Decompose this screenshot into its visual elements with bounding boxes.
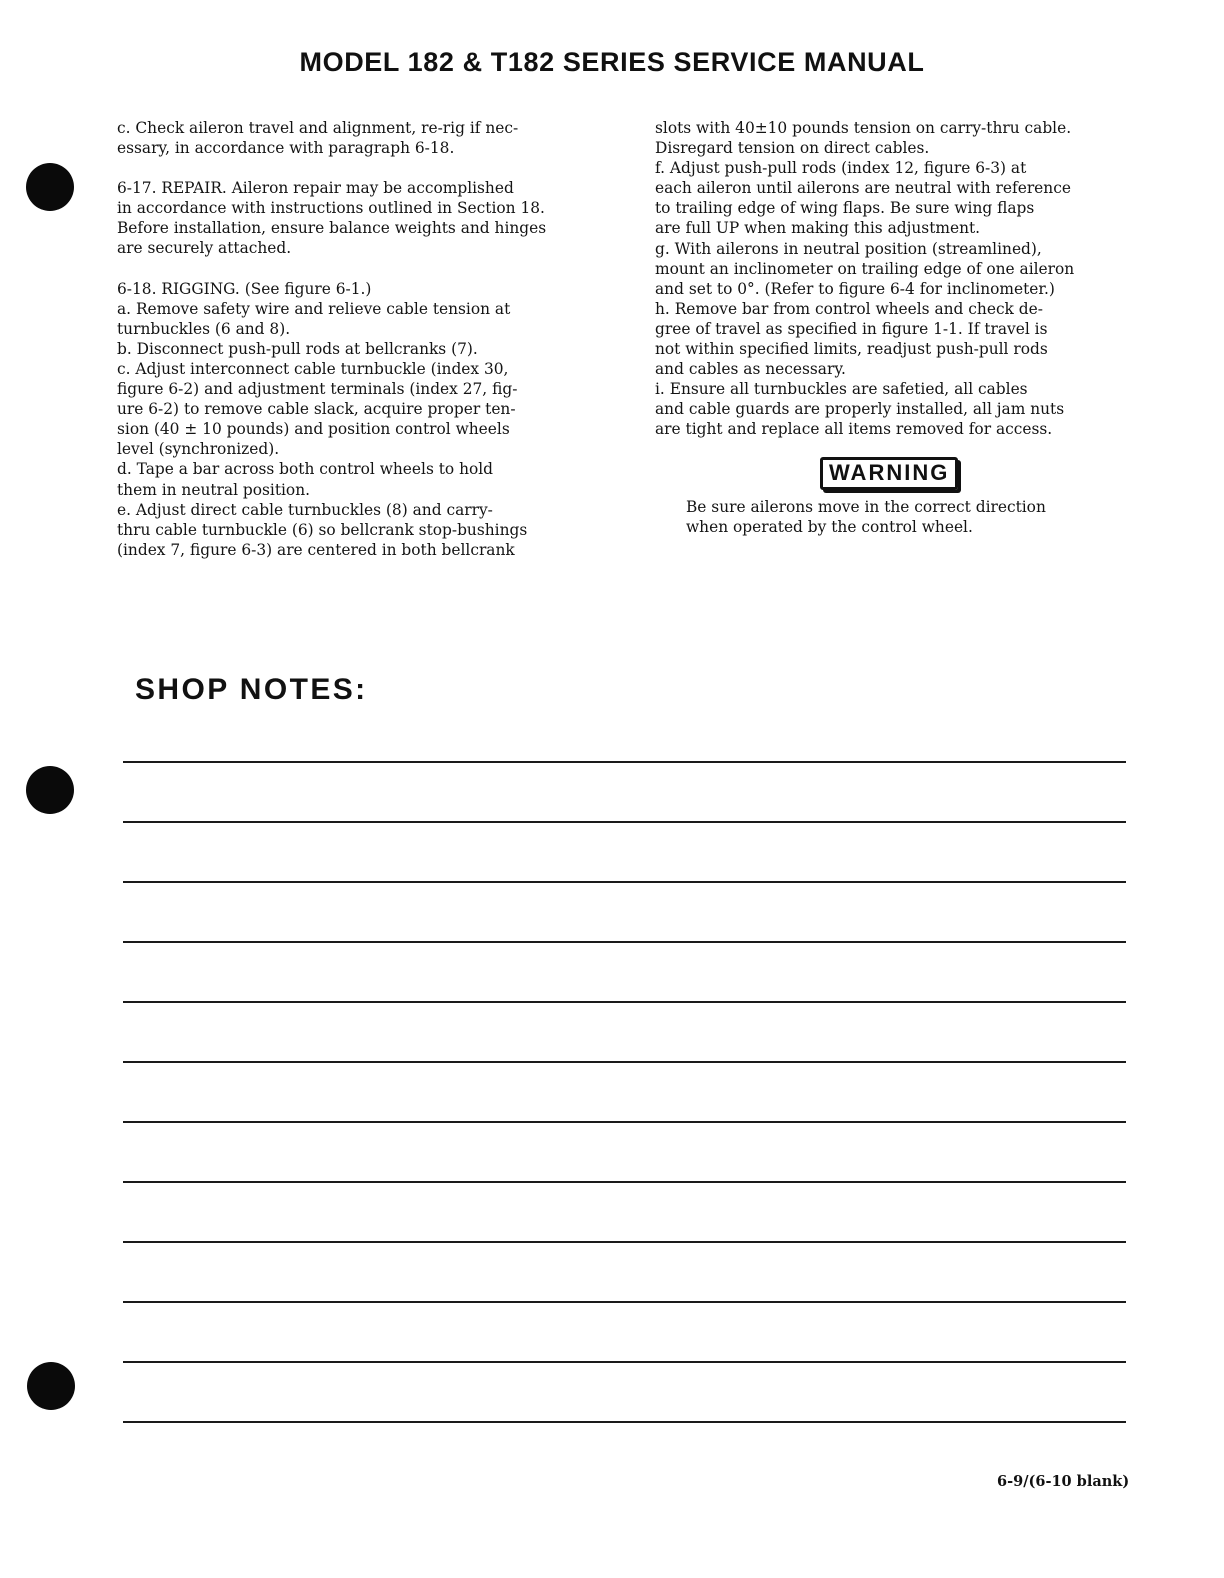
- warning-text: [686, 497, 1046, 537]
- text-line: thru cable turnbuckle (6) so bellcrank stop-bushings: [117, 520, 528, 539]
- notes-rule: [123, 941, 1126, 943]
- text-line: to trailing edge of wing flaps. Be sure wing flaps: [655, 199, 1035, 218]
- text-line: Disregard tension on direct cables.: [655, 139, 930, 158]
- notes-rule: [123, 1061, 1126, 1063]
- warning-line: when operated by the control wheel.: [686, 518, 973, 537]
- text-line: Before installation, ensure balance weights and hinges: [117, 219, 547, 238]
- text-line: b. Disconnect push-pull rods at bellcranks (7).: [117, 339, 478, 358]
- shop-notes-heading: SHOP NOTES:: [135, 673, 368, 706]
- page-number: 6-9/(6-10 blank): [997, 1473, 1130, 1490]
- notes-rule: [123, 821, 1126, 823]
- left-text-column: [117, 118, 617, 560]
- punch-hole: [26, 766, 74, 814]
- text-line: ure 6-2) to remove cable slack, acquire proper ten-: [117, 400, 516, 419]
- text-line: (index 7, figure 6-3) are centered in both bellcrank: [117, 540, 515, 559]
- notes-rule: [123, 881, 1126, 883]
- paragraph-gap: [117, 158, 617, 178]
- text-line: mount an inclinometer on trailing edge of one aileron: [655, 259, 1075, 278]
- notes-rule: [123, 1001, 1126, 1003]
- text-line: and set to 0°. (Refer to figure 6-4 for inclinometer.): [655, 279, 1055, 298]
- text-line: sion (40 ± 10 pounds) and position control wheels: [117, 420, 510, 439]
- text-line: gree of travel as specified in figure 1-1. If travel is: [655, 319, 1048, 338]
- paragraph-gap: [117, 259, 617, 279]
- notes-rule: [123, 1241, 1126, 1243]
- page-title: MODEL 182 & T182 SERIES SERVICE MANUAL: [299, 47, 925, 77]
- text-line: figure 6-2) and adjustment terminals (index 27, fig-: [117, 380, 518, 399]
- text-line: are full UP when making this adjustment.: [655, 219, 981, 238]
- text-line: and cable guards are properly installed, all jam nuts: [655, 400, 1065, 419]
- notes-rule: [123, 1301, 1126, 1303]
- warning-box: [820, 457, 958, 490]
- text-line: not within specified limits, readjust push-pull rods: [655, 340, 1048, 359]
- text-line: d. Tape a bar across both control wheels to hold: [117, 460, 494, 479]
- text-line: level (synchronized).: [117, 440, 280, 459]
- notes-rule: [123, 1181, 1126, 1183]
- text-line: e. Adjust direct cable turnbuckles (8) and carry-: [117, 500, 493, 519]
- text-line: slots with 40±10 pounds tension on carry-thru cable.: [655, 119, 1072, 137]
- warning-label: WARNING: [820, 457, 958, 490]
- text-line: 6-17. REPAIR. Aileron repair may be accomplished: [117, 179, 514, 198]
- text-line: are securely attached.: [117, 239, 292, 258]
- right-text-column: [655, 118, 1145, 440]
- text-line: 6-18. RIGGING. (See figure 6-1.): [117, 279, 372, 298]
- text-line: f. Adjust push-pull rods (index 12, figure 6-3) at: [655, 159, 1027, 178]
- text-line: c. Adjust interconnect cable turnbuckle (index 30,: [117, 359, 509, 378]
- notes-rule: [123, 761, 1126, 763]
- text-line: and cables as necessary.: [655, 360, 846, 379]
- text-line: in accordance with instructions outlined in Section 18.: [117, 199, 545, 218]
- punch-hole: [26, 163, 74, 211]
- text-line: turnbuckles (6 and 8).: [117, 319, 291, 338]
- notes-rule: [123, 1121, 1126, 1123]
- text-line: essary, in accordance with paragraph 6-18.: [117, 139, 455, 158]
- text-line: c. Check aileron travel and alignment, re-rig if nec-: [117, 119, 519, 137]
- text-line: are tight and replace all items removed for access.: [655, 420, 1053, 439]
- text-line: i. Ensure all turnbuckles are safetied, all cables: [655, 380, 1028, 399]
- text-line: h. Remove bar from control wheels and check de-: [655, 299, 1043, 318]
- text-line: a. Remove safety wire and relieve cable tension at: [117, 299, 511, 318]
- notes-rule: [123, 1421, 1126, 1423]
- text-line: them in neutral position.: [117, 480, 310, 499]
- text-line: each aileron until ailerons are neutral with reference: [655, 179, 1071, 198]
- punch-hole: [27, 1362, 75, 1410]
- text-line: g. With ailerons in neutral position (streamlined),: [655, 239, 1042, 258]
- notes-rule: [123, 1361, 1126, 1363]
- warning-line: Be sure ailerons move in the correct direction: [686, 498, 1046, 516]
